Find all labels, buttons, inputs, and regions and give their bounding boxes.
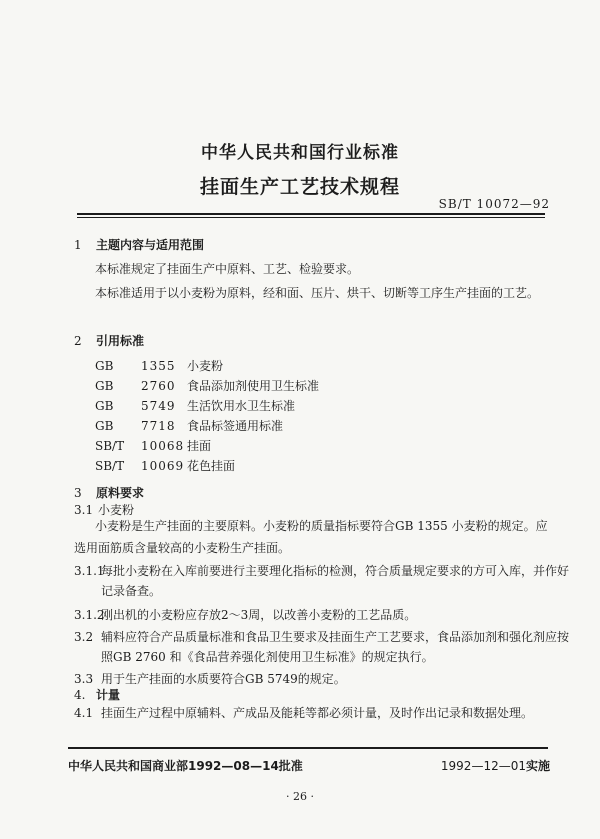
- section-1-para-1: 本标准规定了挂面生产中原料、工艺、检验要求。: [95, 262, 360, 276]
- list-item: 3.1.2 刚出机的小麦粉应存放2～3周，以改善小麦粉的工艺品质。: [74, 608, 417, 622]
- ref-item: GB 1355 小麦粉: [95, 359, 224, 373]
- section-2-number: 2: [74, 334, 82, 348]
- approval-line: 中华人民共和国商业部1992—08—14批准: [68, 759, 303, 773]
- section-3-title: 原料要求: [96, 486, 145, 500]
- section-1-heading: [74, 236, 204, 253]
- implementation-label: 实施: [525, 759, 550, 773]
- section-1-para-2: 本标准适用于以小麦粉为原料，经和面、压片、烘干、切断等工序生产挂面的工艺。: [95, 286, 540, 300]
- page-number: · 26 ·: [286, 790, 314, 803]
- section-2-heading: [74, 332, 144, 349]
- subsection-3-1-title: 小麦粉: [98, 503, 135, 517]
- subsection-3-1-text: 小麦粉是生产挂面的主要原料。小麦粉的质量指标要符合GB 1355 小麦粉的规定。应选用面筋质含量较高的小麦粉生产挂面。: [74, 519, 548, 555]
- standard-code: SB/T 10072—92: [438, 197, 550, 211]
- ref-item: SB/T 10068 挂面: [95, 439, 212, 453]
- subsection-3-1-number: 3.1: [74, 503, 94, 517]
- org-line: 中华人民共和国行业标准: [201, 143, 399, 163]
- list-item: 3.3 用于生产挂面的水质要符合GB 5749的规定。: [74, 672, 346, 686]
- ref-item: SB/T 10069 花色挂面: [95, 459, 236, 473]
- section-1-title: 主题内容与适用范围: [96, 238, 205, 252]
- document-title: 挂面生产工艺技术规程: [199, 176, 400, 198]
- section-3-number: 3: [74, 486, 82, 500]
- ref-item: GB 7718 食品标签通用标准: [95, 419, 284, 433]
- ref-item: GB 2760 食品添加剂使用卫生标准: [95, 379, 320, 393]
- implementation-line: [441, 757, 550, 774]
- section-4-title: 计量: [96, 688, 121, 702]
- section-4-number: 4.: [74, 688, 86, 702]
- list-item: 3.2 辅料应符合产品质量标准和食品卫生要求及挂面生产工艺要求，食品添加剂和强化剂应按照GB 2760 和《食品营养强化剂使用卫生标准》的规定执行。: [74, 630, 570, 664]
- section-2-title: 引用标准: [96, 334, 145, 348]
- section-1-number: 1: [74, 238, 82, 252]
- section-4-heading: [74, 686, 120, 703]
- implementation-date: 1992—12—01: [440, 759, 526, 773]
- footer-rule: [68, 747, 548, 749]
- header-rule-thick: [77, 213, 545, 215]
- list-item: 3.1.1 每批小麦粉在入库前要进行主要理化指标的检测，符合质量规定要求的方可入库，并作好记录备查。: [74, 564, 570, 598]
- list-item: 4.1 挂面生产过程中原辅料、产成品及能耗等都必须计量，及时作出记录和数据处理。: [74, 706, 534, 720]
- ref-item: GB 5749 生活饮用水卫生标准: [95, 399, 296, 413]
- section-3-heading: [74, 484, 144, 501]
- header-rule-thin: [77, 217, 545, 218]
